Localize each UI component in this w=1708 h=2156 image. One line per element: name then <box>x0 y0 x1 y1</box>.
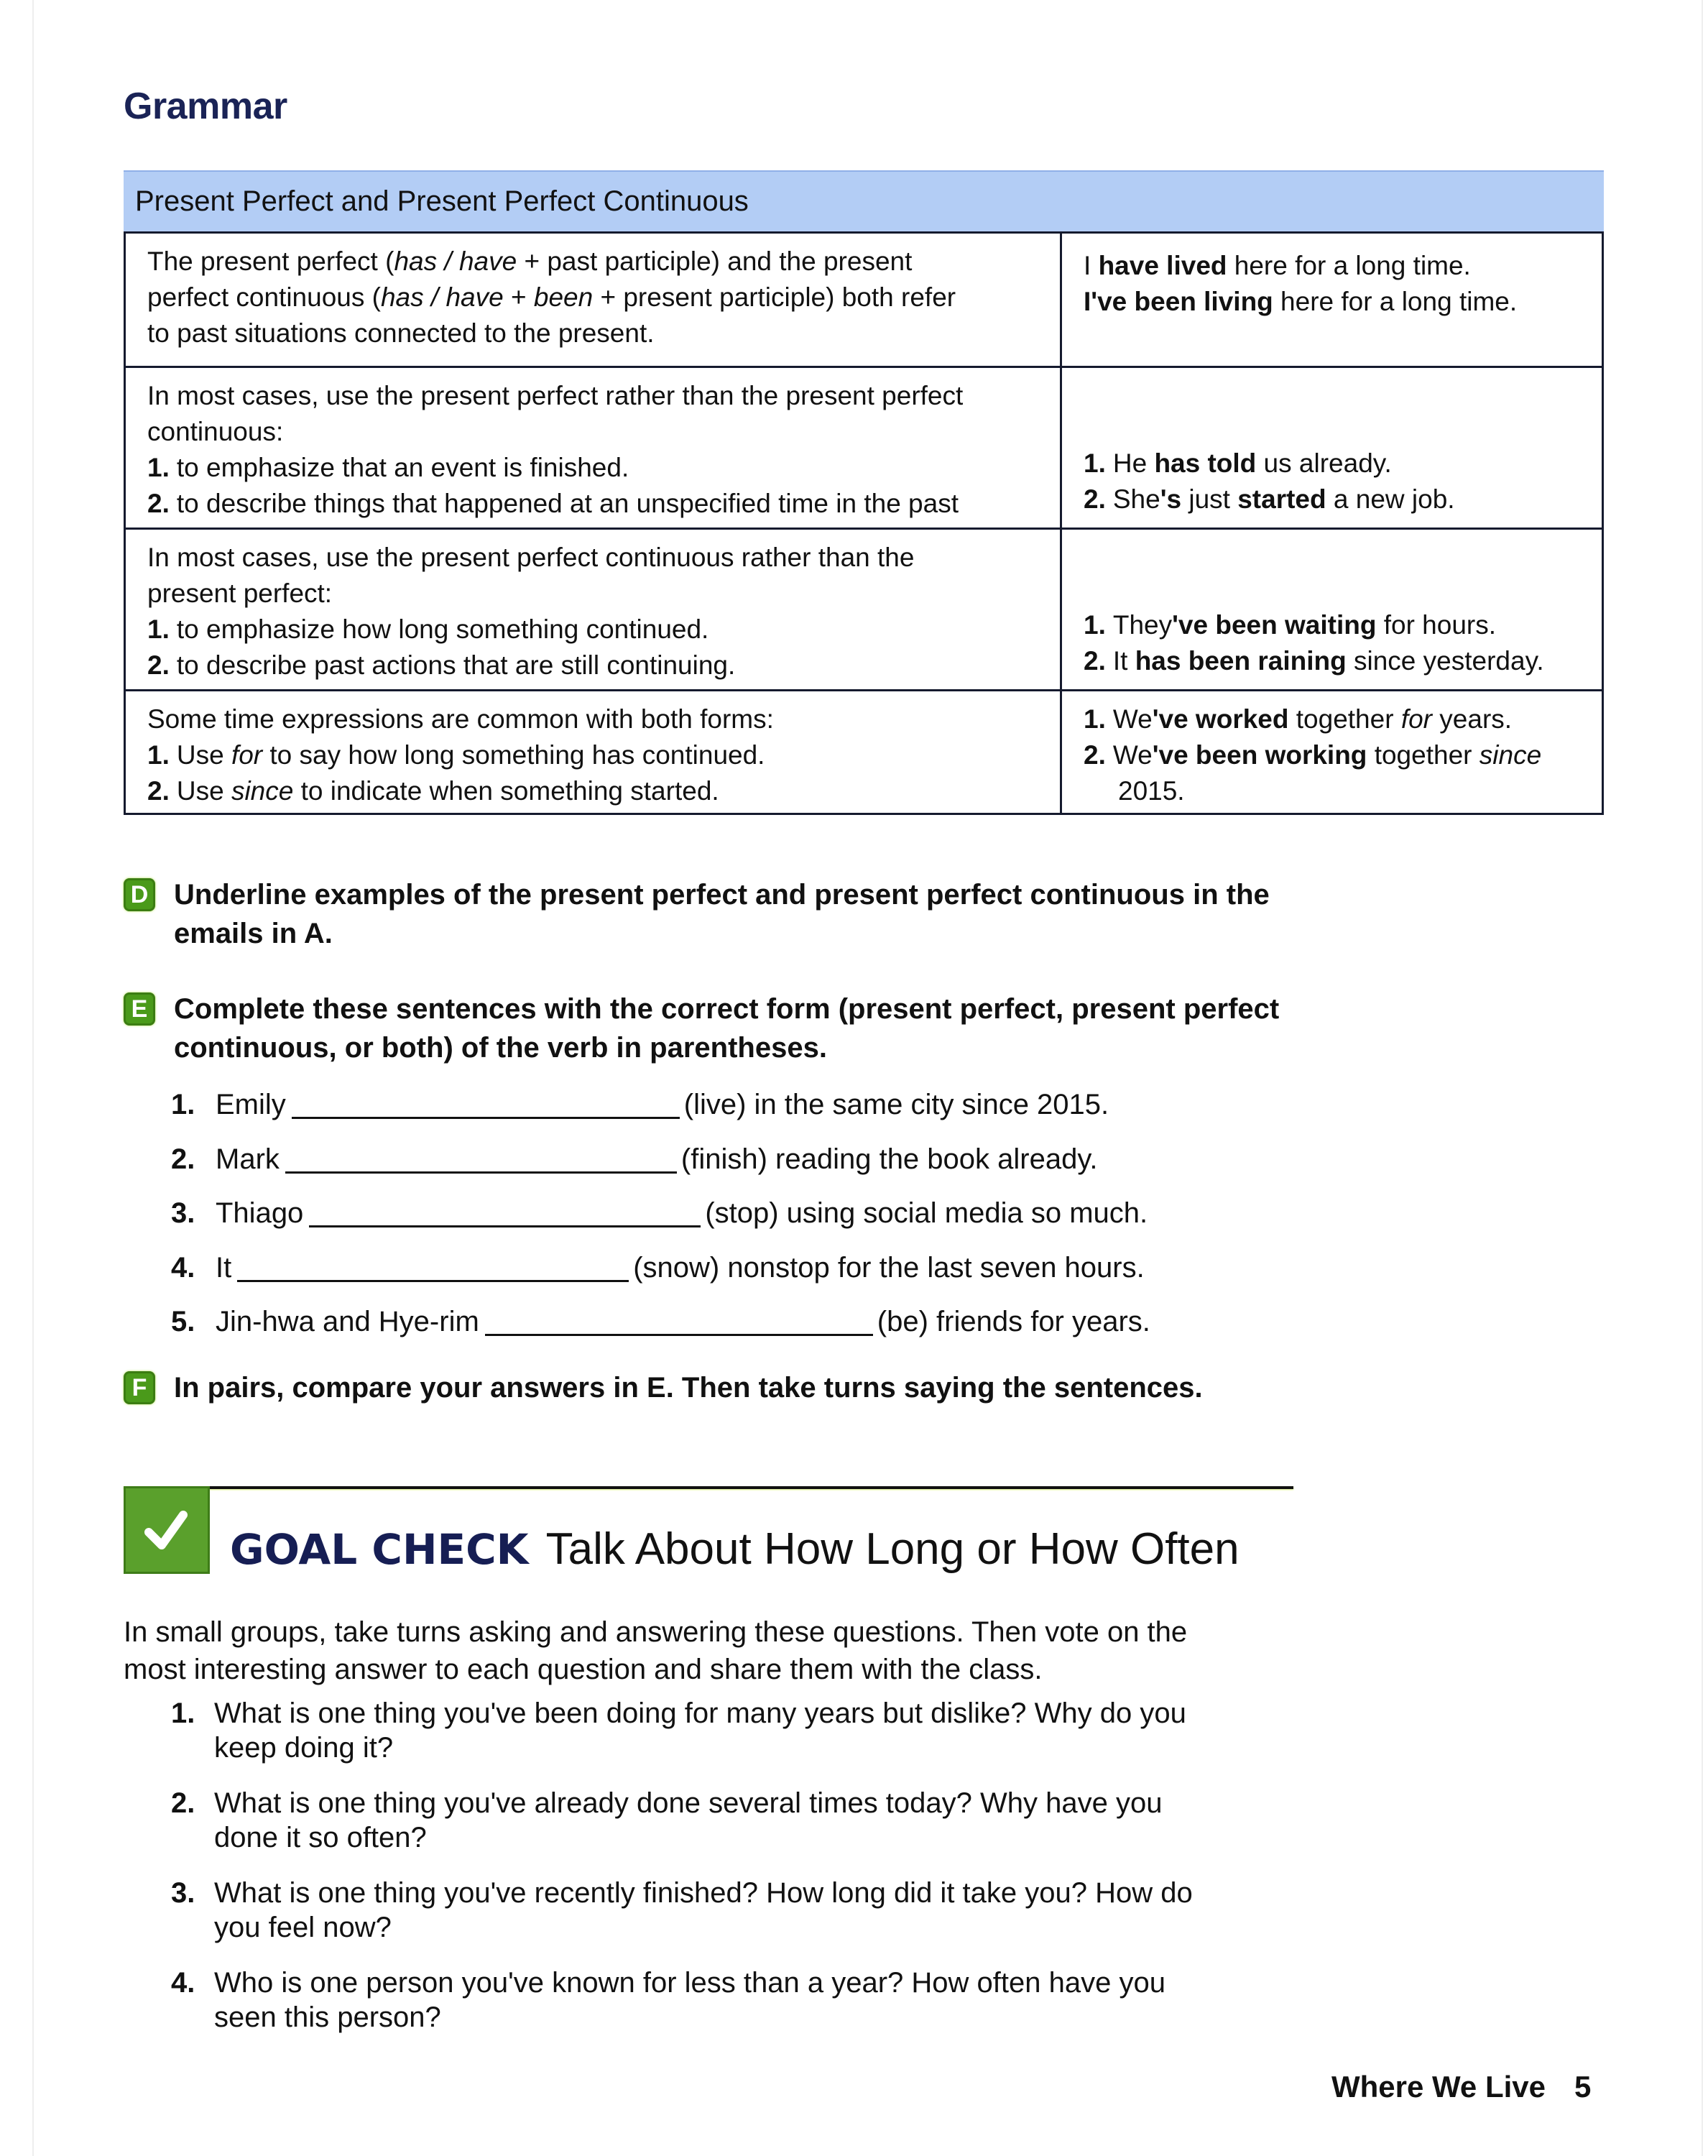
fill-in-item <box>171 1241 1321 1296</box>
rule-line: In most cases, use the present perfect rather than the present perfect <box>147 381 964 410</box>
question-item <box>171 1966 1321 2035</box>
example-line <box>1084 737 1580 773</box>
exercise-letter-badge: D <box>124 878 155 911</box>
text: here for a long time. <box>1227 251 1471 280</box>
bold-text: has told <box>1154 448 1257 478</box>
item-number: 1. <box>1084 704 1106 734</box>
page-edge <box>32 0 34 2156</box>
item-number: 2. <box>171 1787 195 1819</box>
question-item <box>171 1696 1321 1765</box>
sentence-subject: Jin-hwa and Hye-rim <box>216 1306 479 1338</box>
rule-line <box>147 280 1038 315</box>
table-row <box>124 368 1604 530</box>
fill-in-item <box>171 1078 1321 1133</box>
text: What is one thing you've been doing for many years but dislike? Why do you <box>214 1697 1186 1729</box>
rule-line: present perfect: <box>147 579 333 608</box>
text: a new job. <box>1326 484 1455 514</box>
text: just <box>1181 484 1238 514</box>
text: E <box>647 1372 666 1404</box>
text: done it so often? <box>214 1822 427 1853</box>
sentence-subject: Mark <box>216 1143 280 1175</box>
page-footer <box>1331 2070 1591 2104</box>
item-number: 1. <box>147 614 170 644</box>
exercise-instruction: continuous, or both) of the verb in parentheses. <box>174 1032 827 1064</box>
example-cell <box>1062 368 1602 528</box>
text: to emphasize that an event is finished. <box>176 453 629 482</box>
fill-in-item <box>171 1133 1321 1187</box>
rule-item <box>147 648 1038 683</box>
item-number: 1. <box>1084 610 1106 640</box>
text: to describe things that happened at an unspecified time in the past <box>176 489 959 518</box>
text: seen this person? <box>214 2001 441 2033</box>
text: keep doing it? <box>214 1732 394 1764</box>
grammar-table <box>124 170 1604 815</box>
example-cell <box>1062 234 1602 366</box>
example-line <box>1084 482 1580 517</box>
text: We <box>1112 740 1153 770</box>
italic-text: been <box>533 282 594 312</box>
answer-blank[interactable] <box>309 1199 701 1227</box>
item-number: 1. <box>1084 448 1106 478</box>
item-number: 2. <box>147 776 170 806</box>
page-edge <box>1702 0 1703 2156</box>
item-number: 2. <box>147 489 170 518</box>
table-row <box>124 691 1604 815</box>
exercise-instruction: Underline examples of the present perfect and present perfect continuous in the <box>174 879 1270 911</box>
item-number: 1. <box>147 740 170 770</box>
sentence-subject: Thiago <box>216 1197 304 1230</box>
rule-cell <box>126 234 1062 366</box>
text: We <box>1112 704 1153 734</box>
item-number: 3. <box>171 1877 195 1909</box>
goal-check-subtitle: Talk About How Long or How Often <box>545 1524 1240 1574</box>
text: They <box>1112 610 1173 640</box>
text: to indicate when something started. <box>293 776 719 806</box>
rule-item <box>147 773 1038 809</box>
text: I <box>1084 251 1099 280</box>
italic-text: since <box>231 776 294 806</box>
text: us already. <box>1256 448 1392 478</box>
divider <box>124 1486 1293 1489</box>
italic-text: for <box>1400 704 1433 734</box>
sentence-rest: (finish) reading the book already. <box>680 1143 1098 1175</box>
exercise-instruction: Complete these sentences with the correct form (present perfect, present perfect <box>174 993 1280 1025</box>
rule-cell <box>126 530 1062 689</box>
exercise-instruction <box>174 1368 1345 1407</box>
table-row <box>124 231 1604 368</box>
exercise-f <box>124 1368 1345 1407</box>
text: Who is one person you've known for less than a year? How often have you <box>214 1967 1165 1999</box>
fill-in-item <box>171 1187 1321 1241</box>
answer-blank[interactable] <box>485 1308 873 1336</box>
text: She <box>1112 484 1160 514</box>
bold-text: 's <box>1160 484 1182 514</box>
text: years. <box>1432 704 1513 734</box>
example-line <box>1084 446 1580 482</box>
example-line: 2015. <box>1118 776 1185 806</box>
item-number: 2. <box>1084 484 1106 514</box>
text: + past participle) and the present <box>517 247 913 276</box>
table-row <box>124 530 1604 691</box>
item-number: 2. <box>147 650 170 680</box>
question-item <box>171 1876 1321 1945</box>
bold-text: 've been working <box>1152 740 1367 770</box>
rule-item <box>147 612 1038 648</box>
text: The present perfect ( <box>147 247 394 276</box>
goal-check-instructions <box>124 1613 1316 1688</box>
exercise-instruction: emails in A. <box>174 918 333 949</box>
example-line <box>1084 701 1580 737</box>
text: most interesting answer to each question and share them with the class. <box>124 1654 1043 1685</box>
text: together <box>1288 704 1401 734</box>
example-line <box>1084 284 1580 320</box>
text: + <box>503 282 534 312</box>
bold-text: I've been living <box>1084 287 1273 316</box>
goal-check-header <box>124 1486 1293 1580</box>
bold-text: 've been waiting <box>1172 610 1377 640</box>
sentence-rest: (stop) using social media so much. <box>705 1197 1148 1230</box>
item-number: 1. <box>171 1697 195 1729</box>
rule-line: to past situations connected to the present. <box>147 318 655 348</box>
item-number: 5. <box>171 1306 195 1338</box>
rule-item <box>147 450 1038 486</box>
text: Use <box>176 776 231 806</box>
text: to describe past actions that are still continuing. <box>176 650 736 680</box>
checkmark-icon <box>124 1486 210 1574</box>
rule-line: Some time expressions are common with both forms: <box>147 704 774 734</box>
exercise-e <box>124 990 1345 1067</box>
text: perfect continuous ( <box>147 282 381 312</box>
item-number: 1. <box>171 1089 195 1121</box>
fill-in-list <box>171 1078 1321 1350</box>
item-number: 4. <box>171 1251 195 1284</box>
exercise-letter-badge: F <box>124 1371 155 1404</box>
text: What is one thing you've already done several times today? Why have you <box>214 1787 1163 1819</box>
grammar-table-header: Present Perfect and Present Perfect Continuous <box>124 170 1604 231</box>
unit-title: Where We Live <box>1331 2070 1546 2104</box>
rule-item <box>147 737 1038 773</box>
text: since yesterday. <box>1346 646 1544 676</box>
sentence-subject: It <box>216 1251 232 1284</box>
question-list <box>171 1696 1321 2055</box>
italic-text: has / have <box>394 247 517 276</box>
page-number: 5 <box>1574 2070 1592 2104</box>
example-line <box>1084 607 1580 643</box>
italic-text: since <box>1479 740 1542 770</box>
text: here for a long time. <box>1273 287 1518 316</box>
text: What is one thing you've recently finished? How long did it take you? How do <box>214 1877 1193 1909</box>
rule-line: continuous: <box>147 417 284 446</box>
text: to emphasize how long something continued. <box>176 614 709 644</box>
italic-text: has / have <box>380 282 504 312</box>
section-title: Grammar <box>124 86 287 127</box>
text: . Then take turns saying the sentences. <box>665 1372 1203 1404</box>
item-number: 2. <box>1084 646 1106 676</box>
text: together <box>1367 740 1480 770</box>
text: Use <box>176 740 231 770</box>
italic-text: for <box>231 740 263 770</box>
item-number: 2. <box>171 1143 195 1175</box>
sentence-rest: (live) in the same city since 2015. <box>683 1089 1109 1121</box>
sentence-subject: Emily <box>216 1089 286 1121</box>
example-line <box>1084 643 1580 679</box>
rule-cell <box>126 368 1062 528</box>
bold-text: 've worked <box>1152 704 1289 734</box>
text: to say how long something has continued. <box>262 740 765 770</box>
text: you feel now? <box>214 1912 392 1943</box>
rule-cell <box>126 691 1062 813</box>
text: + present participle) both refer <box>593 282 956 312</box>
text: for hours. <box>1376 610 1497 640</box>
question-item <box>171 1786 1321 1855</box>
goal-check-title <box>230 1524 1240 1575</box>
text: In small groups, take turns asking and answering these questions. Then vote on the <box>124 1616 1188 1648</box>
example-line <box>1084 248 1580 284</box>
answer-blank[interactable] <box>285 1146 677 1174</box>
exercise-d <box>124 875 1345 953</box>
sentence-rest: (snow) nonstop for the last seven hours. <box>633 1251 1145 1284</box>
goal-check-label: GOAL CHECK <box>230 1525 529 1574</box>
bold-text: started <box>1237 484 1326 514</box>
fill-in-item <box>171 1295 1321 1350</box>
bold-text: has been raining <box>1135 646 1347 676</box>
rule-item <box>147 486 1038 522</box>
item-number: 4. <box>171 1967 195 1999</box>
checkmark-icon <box>142 1505 192 1555</box>
example-cell <box>1062 530 1602 689</box>
exercise-letter-badge: E <box>124 992 155 1026</box>
example-cell <box>1062 691 1602 813</box>
answer-blank[interactable] <box>292 1091 680 1119</box>
item-number: 3. <box>171 1197 195 1230</box>
text: It <box>1112 646 1135 676</box>
bold-text: have lived <box>1098 251 1227 280</box>
text: He <box>1112 448 1155 478</box>
item-number: 1. <box>147 453 170 482</box>
answer-blank[interactable] <box>237 1254 629 1282</box>
item-number: 2. <box>1084 740 1106 770</box>
rule-line: In most cases, use the present perfect continuous rather than the <box>147 543 915 572</box>
text: In pairs, compare your answers in <box>174 1372 647 1404</box>
rule-line <box>147 244 1038 280</box>
sentence-rest: (be) friends for years. <box>877 1306 1150 1338</box>
